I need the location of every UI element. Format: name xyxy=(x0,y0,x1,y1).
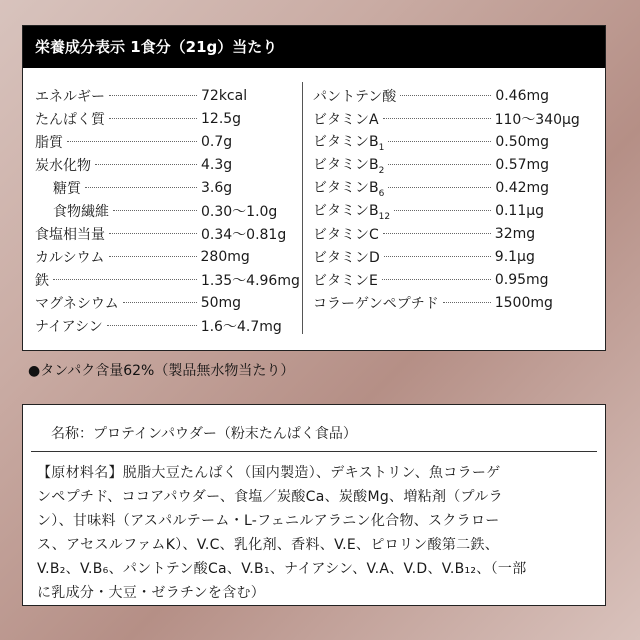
ingredients-line: 【原材料名】脱脂大豆たんぱく（国内製造）、デキストリン、魚コラーゲ xyxy=(37,465,501,481)
nutrient-row xyxy=(35,153,307,176)
nutrient-value: 9.1μg xyxy=(494,248,535,265)
nutrient-value: 1500mg xyxy=(494,294,553,311)
nutrient-value: 4.3g xyxy=(201,156,233,173)
nutrient-row xyxy=(35,222,307,245)
leader-dots xyxy=(95,164,197,165)
nutrient-value: 110〜340μg xyxy=(494,111,580,128)
leader-dots xyxy=(67,141,197,142)
nutrient-value: 280mg xyxy=(200,248,250,265)
nutrient-row xyxy=(35,291,307,314)
nutrient-row xyxy=(313,176,593,199)
nutrient-name: エネルギー xyxy=(35,88,105,105)
nutrient-name: ビタミン$B_6$ xyxy=(313,179,385,199)
nutrient-name: カルシウム xyxy=(35,249,105,266)
nutrient-name: 鉄 xyxy=(35,272,49,289)
nutrient-value: 0.11μg xyxy=(495,202,545,219)
leader-dots xyxy=(123,302,197,303)
leader-dots xyxy=(388,141,491,142)
leader-dots xyxy=(388,187,491,188)
nutrient-name: 食塩相当量 xyxy=(35,226,105,243)
nutrient-value: 0.57mg xyxy=(495,156,550,173)
ingredients-line: に乳成分・大豆・ゼラチンを含む） xyxy=(37,585,266,601)
nutrient-name: コラーゲンペプチド xyxy=(313,295,439,312)
nutrient-name: ナイアシン xyxy=(35,318,103,335)
nutrient-value: 12.5g xyxy=(201,110,242,127)
nutrient-name: ビタミン$B_{12}$ xyxy=(313,202,391,222)
leader-dots xyxy=(109,95,197,96)
nutrient-row xyxy=(313,291,593,314)
nutrient-row xyxy=(313,222,593,245)
nutrient-row xyxy=(35,107,307,130)
nutrient-row xyxy=(313,268,593,291)
nutrient-value: 3.6g xyxy=(201,179,233,196)
nutrient-row xyxy=(35,314,307,337)
nutrient-name: ビタミンA xyxy=(313,111,379,128)
nutrient-row xyxy=(35,245,307,268)
nutrient-name: ビタミン$B_2$ xyxy=(313,156,385,176)
leader-dots xyxy=(107,325,197,326)
nutrient-value: 0.30〜1.0g xyxy=(201,203,278,220)
nutrient-value: 0.42mg xyxy=(495,179,550,196)
nutrient-name: 糖質 xyxy=(53,180,81,197)
nutrient-value: 1.6〜4.7mg xyxy=(200,318,282,335)
nutrient-row xyxy=(313,245,593,268)
nutrient-name: 食物繊維 xyxy=(53,203,109,220)
nutrition-header: 栄養成分表示 1食分（21g）当たり xyxy=(23,26,605,68)
ingredients-line: ン）、甘味料（アスパルテーム・L-フェニルアラニン化合物、スクラロー xyxy=(37,513,500,529)
nutrient-value: 0.7g xyxy=(201,133,233,150)
nutrient-row xyxy=(35,268,307,291)
nutrient-name: パントテン酸 xyxy=(313,88,397,105)
nutrient-value: 0.34〜0.81g xyxy=(201,226,287,243)
product-name: 名称：プロテインパウダー（粉末たんぱく食品） xyxy=(51,426,357,442)
ingredients-line: ンペプチド、ココアパウダー、食塩／炭酸Ca、炭酸Mg、増粘剤（プルラ xyxy=(37,489,503,505)
leader-dots xyxy=(388,164,491,165)
nutrient-name: マグネシウム xyxy=(35,295,119,312)
nutrient-value: 0.46mg xyxy=(495,87,550,104)
ingredients-text xyxy=(37,461,591,605)
leader-dots xyxy=(382,279,491,280)
nutrient-row xyxy=(313,84,593,107)
nutrient-row xyxy=(313,153,593,176)
nutrient-name: ビタミンE xyxy=(313,272,378,289)
nutrient-name: たんぱく質 xyxy=(35,111,105,128)
ingredients-line: V.B₂、V.B₆、パントテン酸Ca、V.B₁、ナイアシン、V.A、V.D、V.B₁₂、（一部 xyxy=(37,561,527,577)
leader-dots xyxy=(85,187,197,188)
nutrient-row xyxy=(35,176,307,199)
nutrient-value: 0.95mg xyxy=(494,271,549,288)
ingredients-line: ス、アセスルファムK）、V.C、乳化剤、香料、V.E、ピロリン酸第二鉄、 xyxy=(37,537,500,553)
nutrition-panel xyxy=(22,25,606,351)
nutrition-left-column xyxy=(35,84,307,337)
nutrient-name: 脂質 xyxy=(35,134,63,151)
nutrient-value: 1.35〜4.96mg xyxy=(201,272,300,289)
leader-dots xyxy=(109,118,197,119)
leader-dots xyxy=(383,118,491,119)
panel-separator xyxy=(31,451,597,452)
nutrition-right-column xyxy=(313,84,593,314)
nutrient-value: 32mg xyxy=(494,225,536,242)
nutrient-row xyxy=(313,130,593,153)
ingredients-panel xyxy=(22,404,606,606)
nutrient-value: 0.50mg xyxy=(495,133,550,150)
leader-dots xyxy=(384,256,491,257)
leader-dots xyxy=(400,95,491,96)
leader-dots xyxy=(109,233,197,234)
nutrient-name: 炭水化物 xyxy=(35,157,91,174)
leader-dots xyxy=(113,210,197,211)
nutrient-row xyxy=(313,199,593,222)
nutrient-row xyxy=(35,130,307,153)
nutrient-name: ビタミンC xyxy=(313,226,379,243)
leader-dots xyxy=(383,233,491,234)
nutrient-row xyxy=(35,199,307,222)
nutrient-row xyxy=(313,107,593,130)
nutrient-value: 72kcal xyxy=(201,87,248,104)
leader-dots xyxy=(109,256,197,257)
leader-dots xyxy=(394,210,491,211)
nutrient-name: ビタミンD xyxy=(313,249,380,266)
protein-content-note: ●タンパク含量62%（製品無水物当たり） xyxy=(28,363,295,379)
nutrient-value: 50mg xyxy=(200,294,242,311)
nutrient-row xyxy=(35,84,307,107)
nutrient-name: ビタミン$B_1$ xyxy=(313,133,385,153)
leader-dots xyxy=(443,302,491,303)
leader-dots xyxy=(53,279,197,280)
